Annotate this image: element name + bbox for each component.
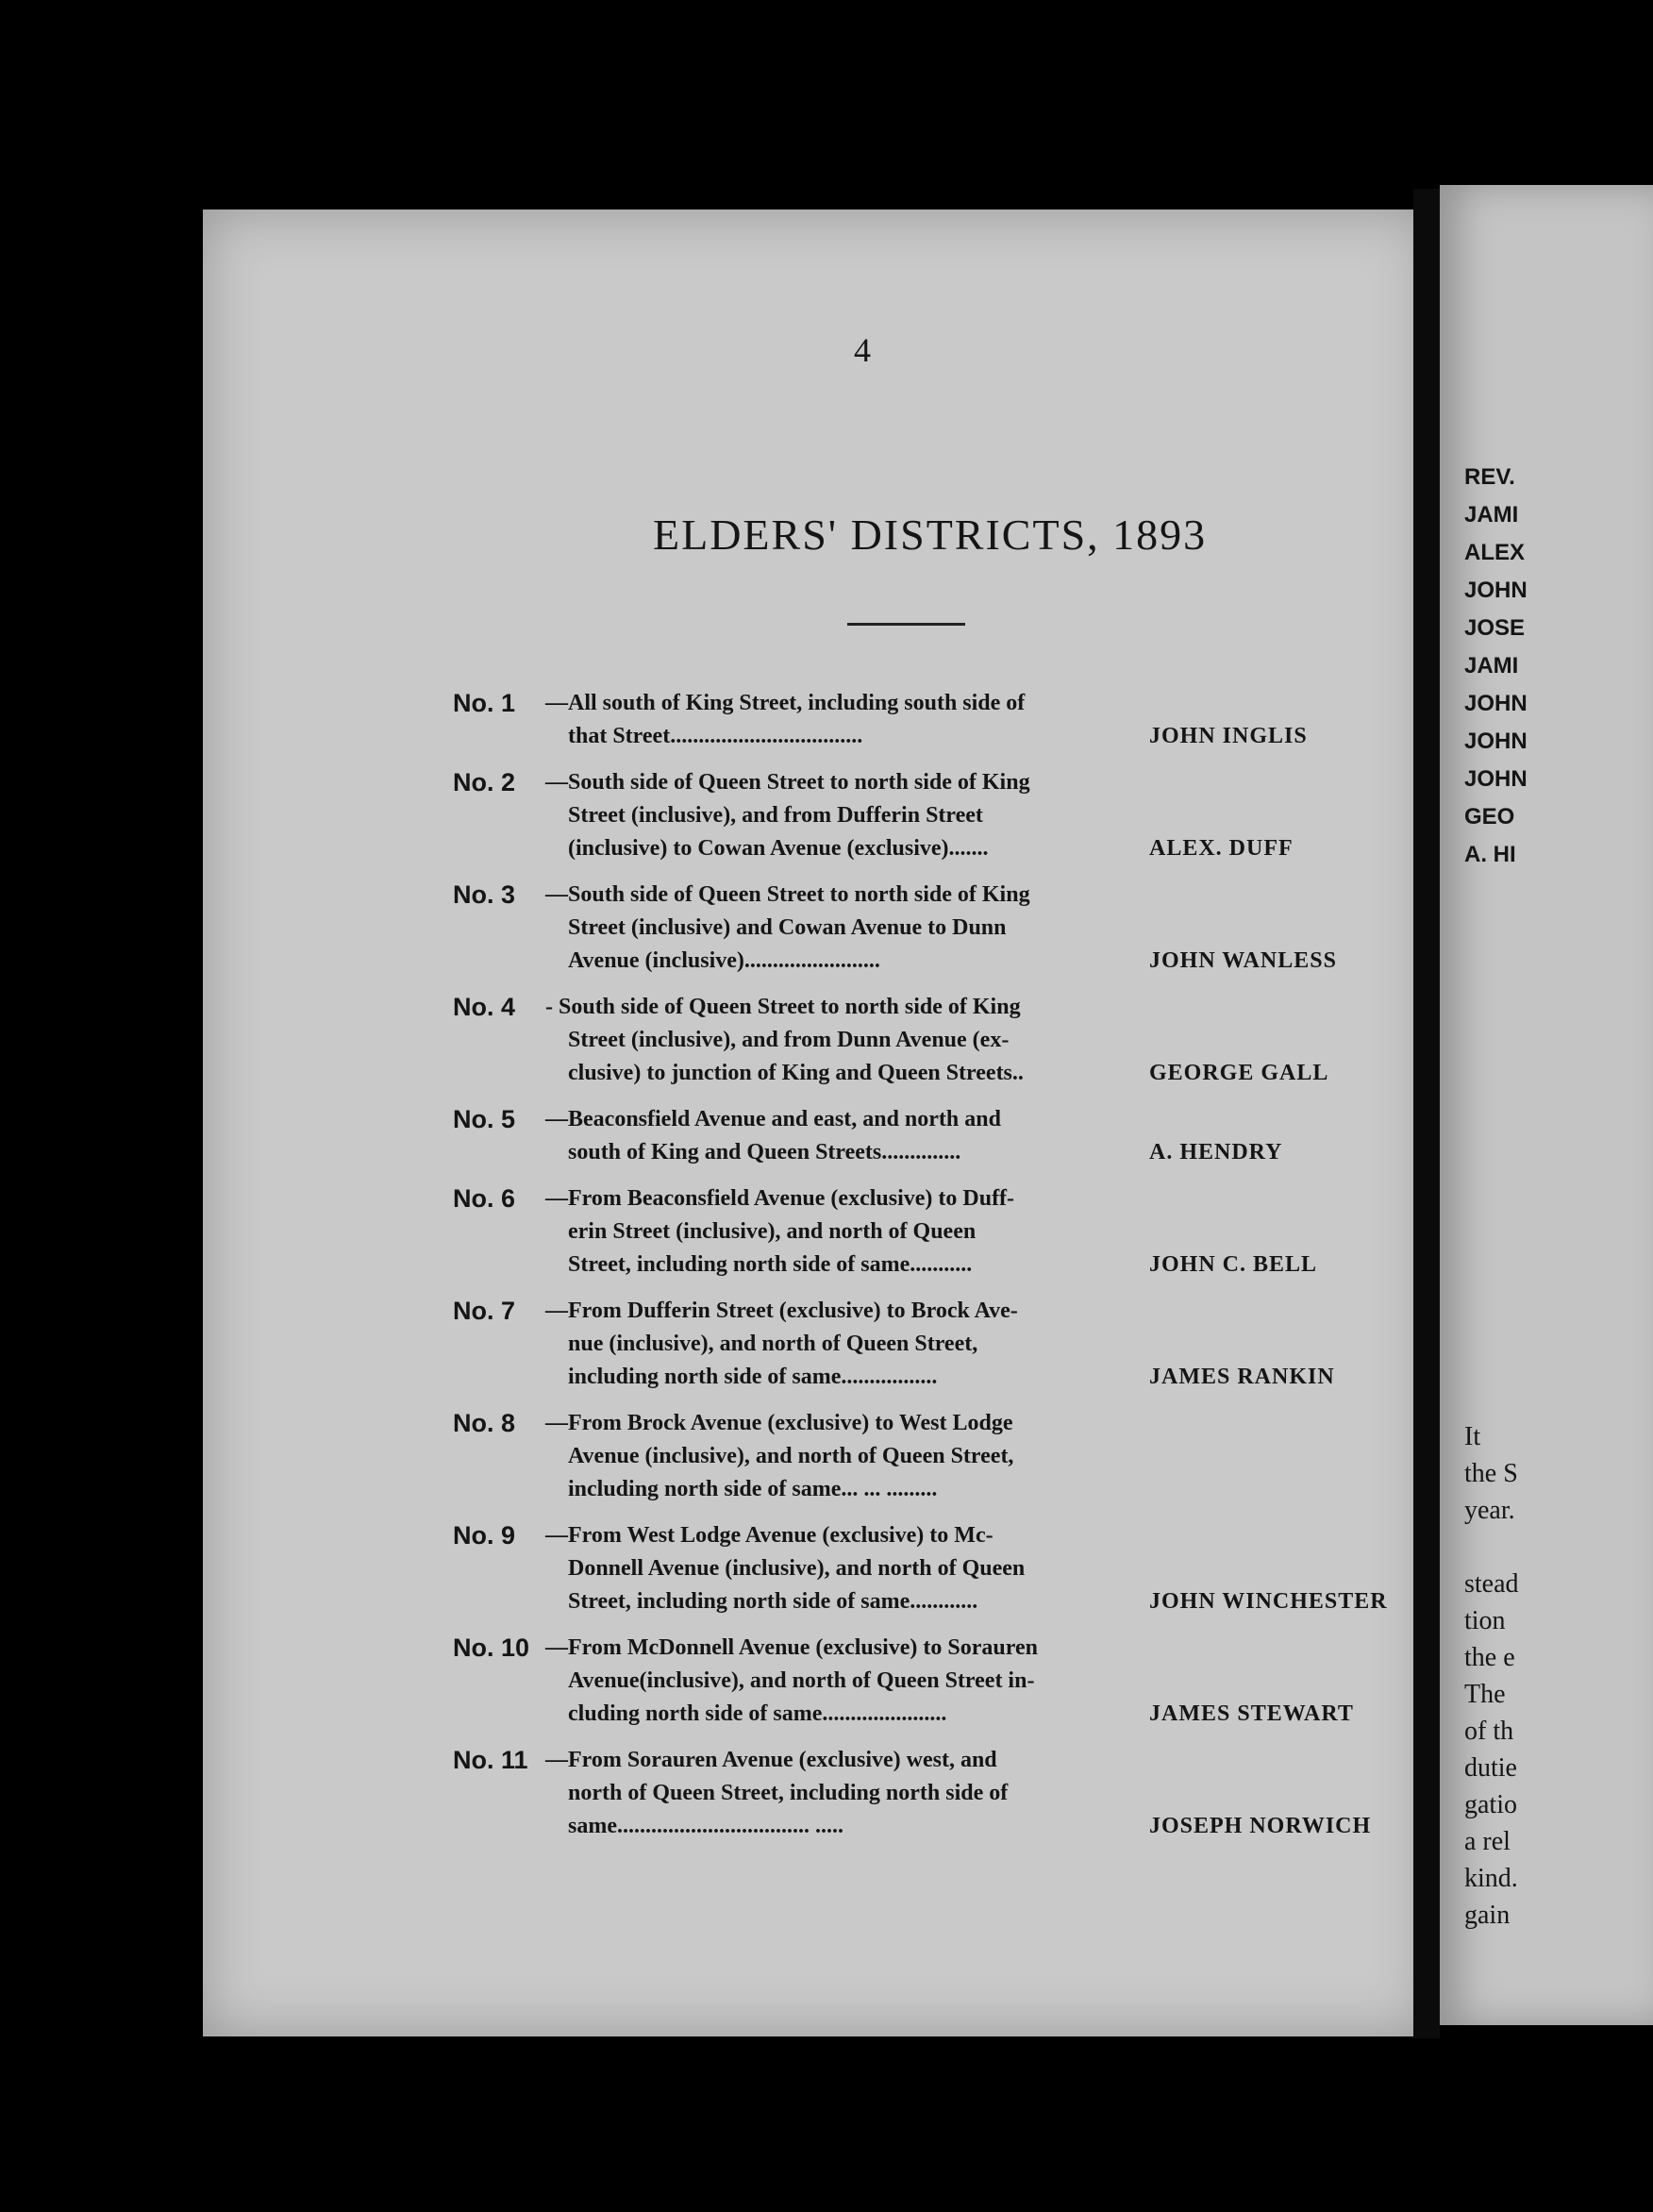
district-line: —South side of Queen Street to north side of King bbox=[545, 882, 1030, 907]
right-page-line: JAMI bbox=[1464, 502, 1519, 528]
elder-name: JAMES RANKIN bbox=[1149, 1365, 1335, 1389]
elder-name: GEORGE GALL bbox=[1149, 1061, 1329, 1085]
district-line: Street, including north side of same........... JOHN C. BELL bbox=[545, 1248, 1264, 1282]
right-page-line: JOSE bbox=[1464, 615, 1526, 641]
right-page-line: JOHN bbox=[1464, 729, 1528, 754]
right-page-line: A. HI bbox=[1464, 842, 1516, 867]
right-page-line: ALEX bbox=[1464, 540, 1526, 565]
right-page-text-line: The bbox=[1464, 1680, 1506, 1709]
right-page-text bbox=[1464, 1418, 1519, 1934]
right-page-line: GEO bbox=[1464, 804, 1515, 830]
elder-name: ALEX. DUFF bbox=[1149, 836, 1294, 861]
elder-name: A. HENDRY bbox=[1149, 1140, 1283, 1165]
district-line: Street, including north side of same............ JOHN WINCHESTER bbox=[545, 1585, 1264, 1618]
district-line: —From Beaconsfield Avenue (exclusive) to Duff- bbox=[545, 1186, 1015, 1211]
right-page-line: JOHN bbox=[1464, 691, 1528, 716]
district-number: No. 1 bbox=[453, 689, 516, 717]
district-line: Avenue(inclusive), and north of Queen Street in- bbox=[568, 1668, 1035, 1693]
right-page-text-line bbox=[1464, 1529, 1519, 1566]
district-line: that Street.................................. JOHN INGLIS bbox=[545, 720, 1264, 753]
district-line: Street (inclusive), and from Dunn Avenue (ex- bbox=[568, 1028, 1010, 1052]
district-description bbox=[545, 1744, 1372, 1843]
district-line: —Beaconsfield Avenue and east, and north and bbox=[545, 1107, 1001, 1131]
right-page-line: JOHN bbox=[1464, 578, 1528, 603]
right-page-text-line: kind. bbox=[1464, 1864, 1518, 1893]
right-page bbox=[1440, 185, 1653, 2025]
elder-name: JOHN C. BELL bbox=[1149, 1252, 1318, 1277]
district-line: north of Queen Street, including north side of bbox=[568, 1781, 1009, 1805]
district-description bbox=[545, 1407, 1264, 1506]
title-rule bbox=[847, 623, 965, 626]
district-entry bbox=[453, 1519, 1388, 1618]
district-line: - South side of Queen Street to north side of King bbox=[545, 995, 1021, 1019]
district-line: same.................................. ..... JOSEPH NORWICH bbox=[545, 1810, 1264, 1843]
district-description bbox=[545, 879, 1337, 978]
district-number: No. 10 bbox=[453, 1634, 530, 1662]
district-description bbox=[545, 687, 1308, 753]
district-description bbox=[545, 1295, 1335, 1394]
right-page-line: JAMI bbox=[1464, 653, 1519, 679]
right-page-text-line: the S bbox=[1464, 1459, 1518, 1488]
right-page-text-line: year. bbox=[1464, 1496, 1515, 1525]
district-line: —South side of Queen Street to north side of King bbox=[545, 770, 1030, 795]
district-line: Street (inclusive) and Cowan Avenue to Dunn bbox=[568, 915, 1007, 940]
district-entry bbox=[453, 1182, 1318, 1282]
district-description bbox=[545, 991, 1329, 1090]
district-line: nue (inclusive), and north of Queen Street, bbox=[568, 1332, 978, 1356]
right-page-text-line: dutie bbox=[1464, 1753, 1517, 1783]
right-page-text-line: It bbox=[1464, 1422, 1481, 1451]
district-line: —From Brock Avenue (exclusive) to West Lodge bbox=[545, 1411, 1013, 1435]
district-description bbox=[545, 1632, 1354, 1731]
district-line: south of King and Queen Streets.............. A. HENDRY bbox=[545, 1136, 1264, 1169]
district-number: No. 2 bbox=[453, 768, 516, 796]
district-line: cluding north side of same...................... JAMES STEWART bbox=[545, 1698, 1264, 1731]
elder-name: JOHN WINCHESTER bbox=[1149, 1589, 1388, 1614]
district-line: —From Sorauren Avenue (exclusive) west, and bbox=[545, 1748, 997, 1772]
district-description bbox=[545, 1519, 1388, 1618]
district-entry bbox=[453, 1632, 1354, 1731]
right-page-text-line: of th bbox=[1464, 1717, 1514, 1746]
right-page-line: REV. bbox=[1464, 464, 1515, 490]
district-number: No. 3 bbox=[453, 880, 516, 909]
book-gutter bbox=[1413, 189, 1440, 2038]
district-line: including north side of same... ... ......... bbox=[568, 1477, 938, 1501]
district-number: No. 6 bbox=[453, 1184, 516, 1213]
district-entry bbox=[453, 1407, 1264, 1506]
district-number: No. 9 bbox=[453, 1521, 516, 1550]
district-entry bbox=[453, 1295, 1335, 1394]
right-page-text-line: a rel bbox=[1464, 1827, 1511, 1856]
district-entry bbox=[453, 766, 1294, 865]
elder-name: JOHN INGLIS bbox=[1149, 724, 1308, 748]
page-title: ELDERS' DISTRICTS, 1893 bbox=[653, 511, 1208, 559]
district-line: erin Street (inclusive), and north of Queen bbox=[568, 1219, 977, 1244]
district-description bbox=[545, 1103, 1283, 1169]
right-page-text-line: stead bbox=[1464, 1569, 1519, 1599]
district-entry bbox=[453, 1103, 1283, 1169]
district-entry bbox=[453, 687, 1308, 753]
district-entry bbox=[453, 1744, 1372, 1843]
district-list bbox=[453, 687, 1388, 1856]
district-line: clusive) to junction of King and Queen Streets.. GEORGE GALL bbox=[545, 1057, 1264, 1090]
district-line: Avenue (inclusive), and north of Queen Street, bbox=[568, 1444, 1014, 1468]
page-number: 4 bbox=[854, 331, 871, 369]
district-line: (inclusive) to Cowan Avenue (exclusive)....... ALEX. DUFF bbox=[545, 832, 1264, 865]
district-number: No. 5 bbox=[453, 1105, 516, 1133]
district-entry bbox=[453, 879, 1337, 978]
right-page-text-line: gatio bbox=[1464, 1790, 1517, 1819]
district-number: No. 7 bbox=[453, 1297, 516, 1325]
right-page-line: JOHN bbox=[1464, 766, 1528, 792]
elder-name: JOSEPH NORWICH bbox=[1149, 1814, 1372, 1838]
district-line: Donnell Avenue (inclusive), and north of Queen bbox=[568, 1556, 1026, 1581]
district-entry bbox=[453, 991, 1329, 1090]
district-line: —From Dufferin Street (exclusive) to Brock Ave- bbox=[545, 1299, 1018, 1323]
district-line: including north side of same................. JAMES RANKIN bbox=[545, 1361, 1264, 1394]
district-line: —From West Lodge Avenue (exclusive) to Mc- bbox=[545, 1523, 993, 1548]
district-description bbox=[545, 1182, 1318, 1282]
district-number: No. 4 bbox=[453, 993, 516, 1021]
district-line: —From McDonnell Avenue (exclusive) to Sorauren bbox=[545, 1635, 1038, 1660]
right-page-names bbox=[1464, 459, 1528, 874]
elder-name: JOHN WANLESS bbox=[1149, 948, 1337, 973]
district-number: No. 8 bbox=[453, 1409, 516, 1437]
district-description bbox=[545, 766, 1294, 865]
right-page-text-line: gain bbox=[1464, 1901, 1511, 1930]
district-number: No. 11 bbox=[453, 1746, 528, 1774]
right-page-text-line: tion bbox=[1464, 1606, 1506, 1635]
district-line: Street (inclusive), and from Dufferin Street bbox=[568, 803, 983, 828]
district-line: —All south of King Street, including south side of bbox=[545, 691, 1026, 715]
district-line: Avenue (inclusive)........................ JOHN WANLESS bbox=[545, 945, 1264, 978]
right-page-text-line: the e bbox=[1464, 1643, 1515, 1672]
elder-name: JAMES STEWART bbox=[1149, 1701, 1354, 1726]
